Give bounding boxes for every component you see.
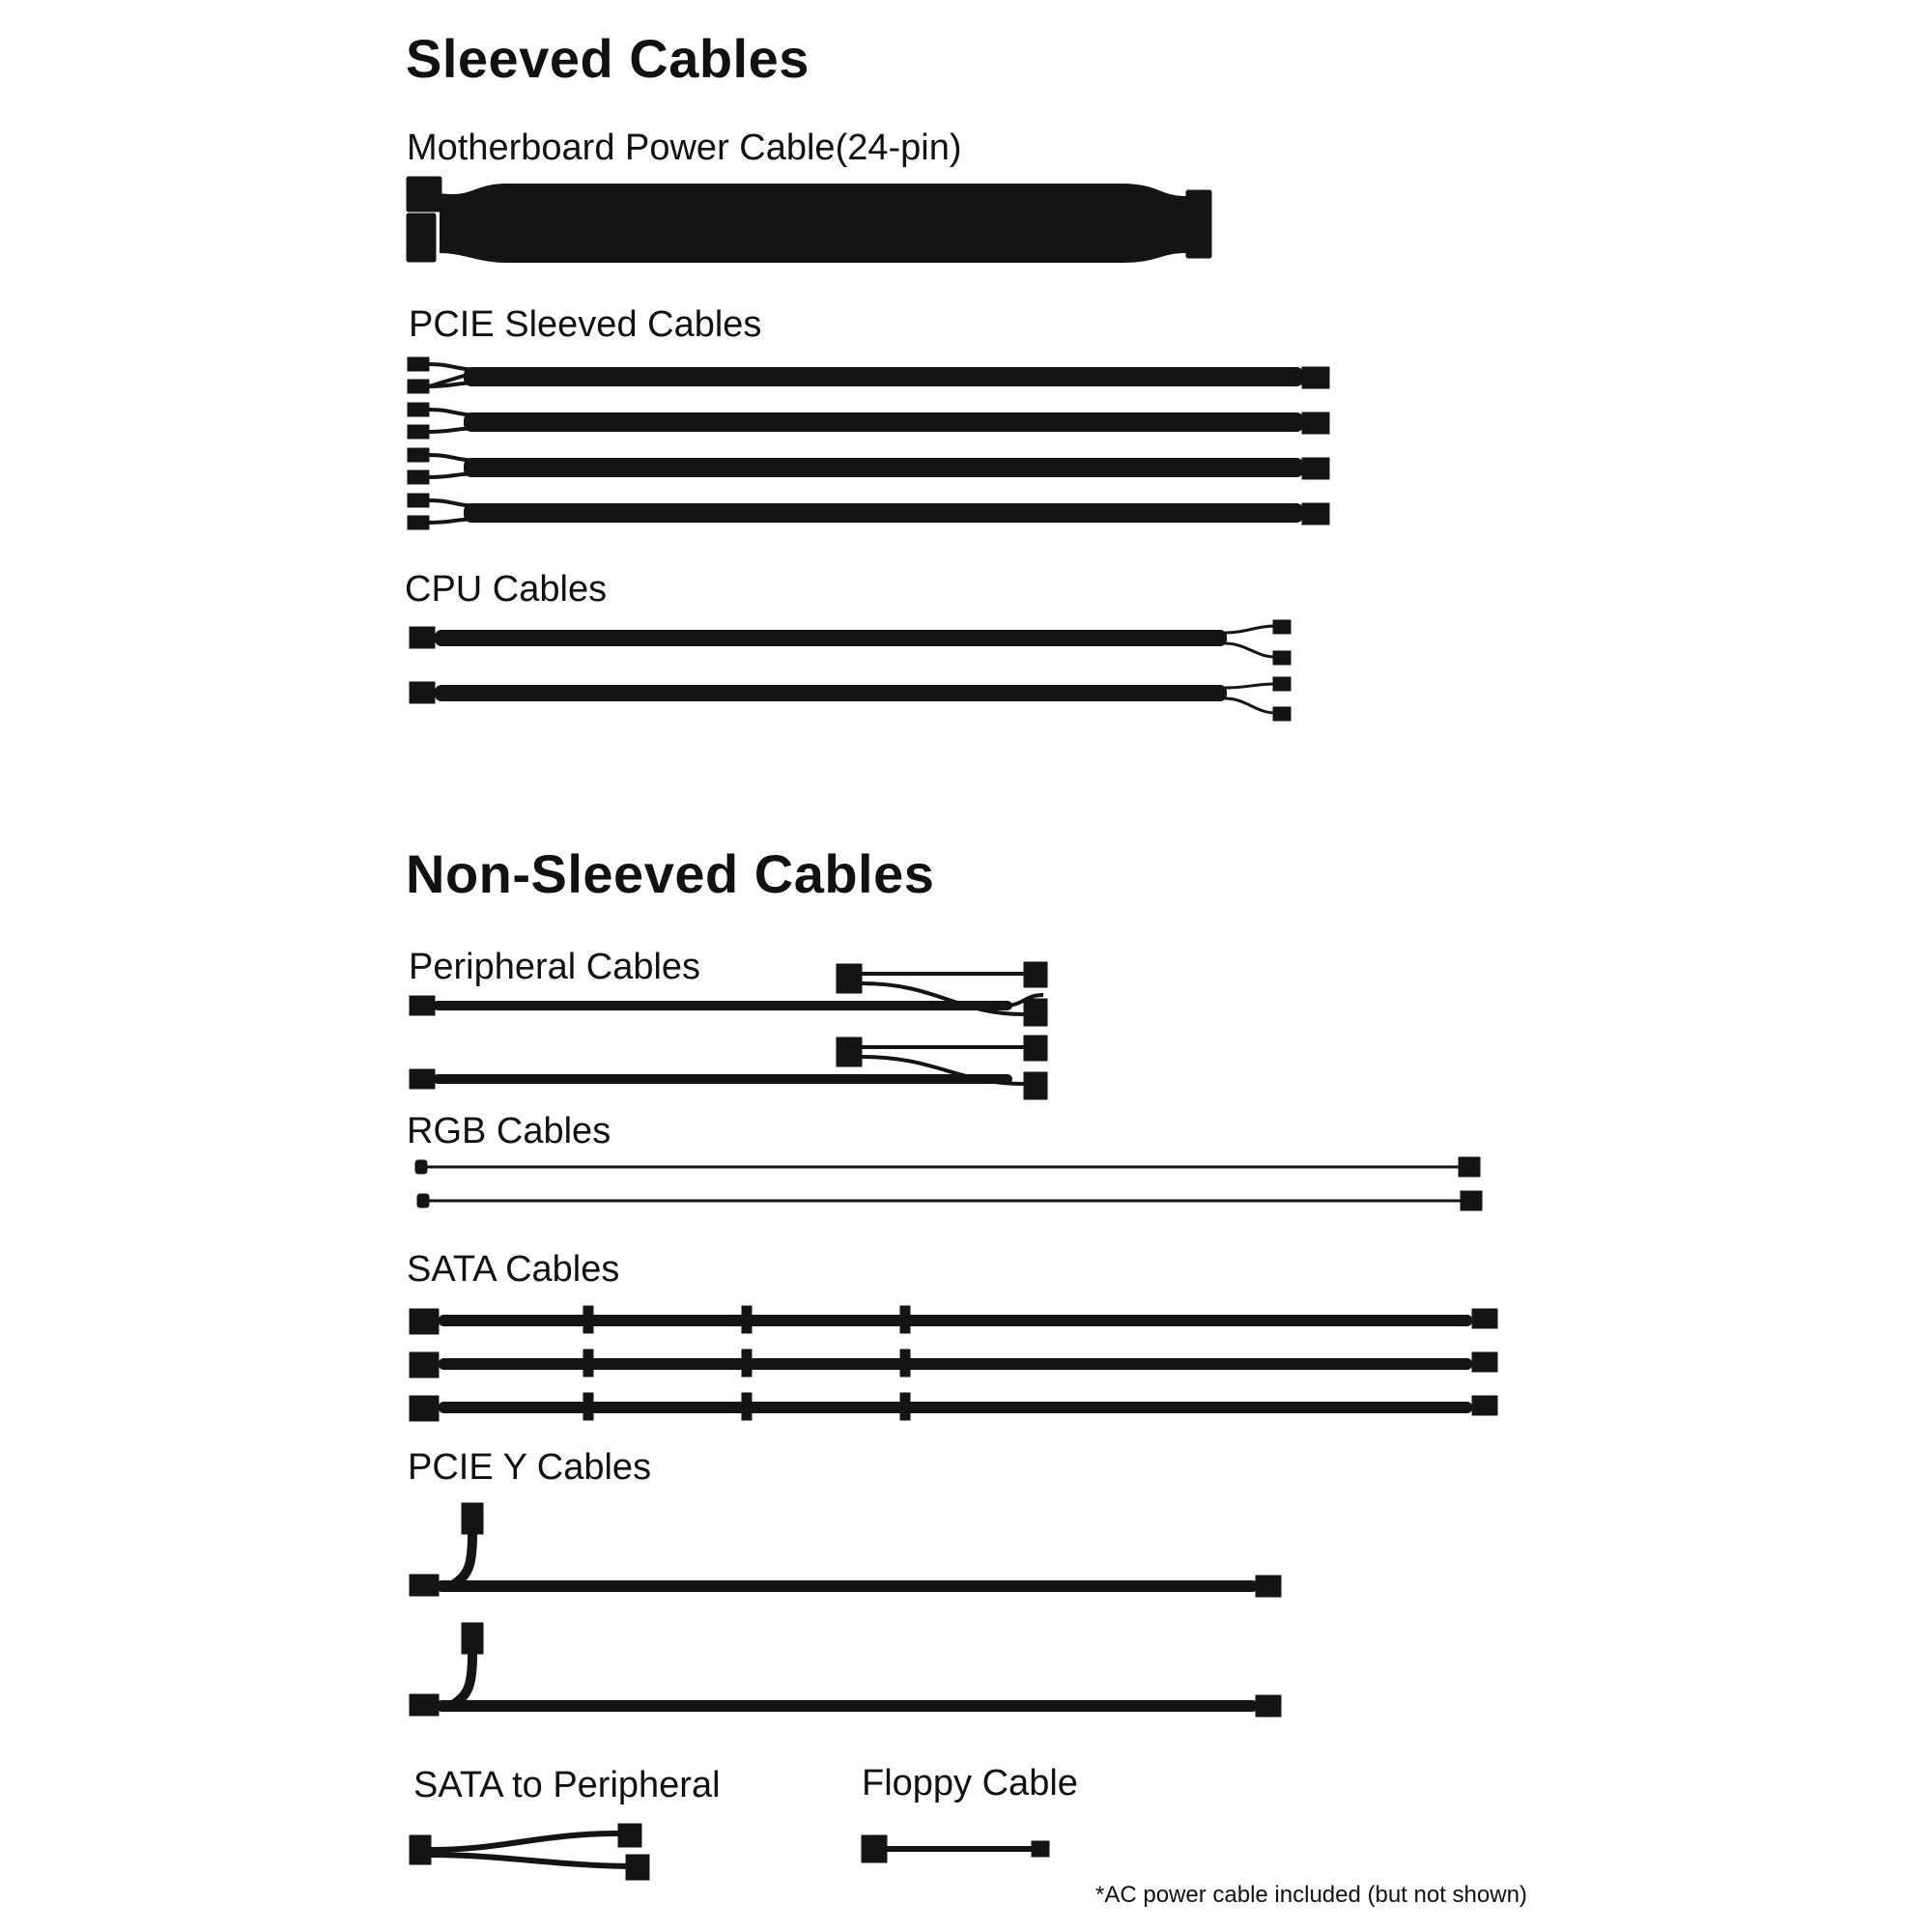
motherboard-cable-illustration (407, 177, 1211, 263)
floppy-cable-label: Floppy Cable (862, 1763, 1078, 1804)
cpu-cables-label: CPU Cables (405, 569, 608, 610)
sata-cables-label: SATA Cables (407, 1249, 620, 1290)
motherboard-cable-label: Motherboard Power Cable(24-pin) (407, 128, 962, 168)
sata-to-peripheral-label: SATA to Peripheral (413, 1765, 721, 1805)
sleeved-cables-heading: Sleeved Cables (406, 28, 810, 89)
non-sleeved-cables-heading: Non-Sleeved Cables (406, 843, 935, 904)
peripheral-cables-label: Peripheral Cables (409, 947, 701, 987)
cpu-cables-illustration (410, 620, 1291, 721)
ac-cable-footnote: *AC power cable included (but not shown) (1095, 1882, 1527, 1908)
pcie-sleeved-cables-illustration (408, 357, 1329, 529)
pcie-y-cables-illustration (410, 1503, 1281, 1717)
pcie-sleeved-cables-label: PCIE Sleeved Cables (409, 304, 762, 345)
sata-cables-illustration (410, 1306, 1497, 1421)
sata-to-peripheral-illustration (410, 1824, 649, 1880)
rgb-cables-illustration (415, 1157, 1482, 1210)
rgb-cables-label: RGB Cables (407, 1111, 611, 1151)
floppy-cable-illustration (862, 1835, 1049, 1862)
pcie-y-cables-label: PCIE Y Cables (408, 1447, 652, 1488)
